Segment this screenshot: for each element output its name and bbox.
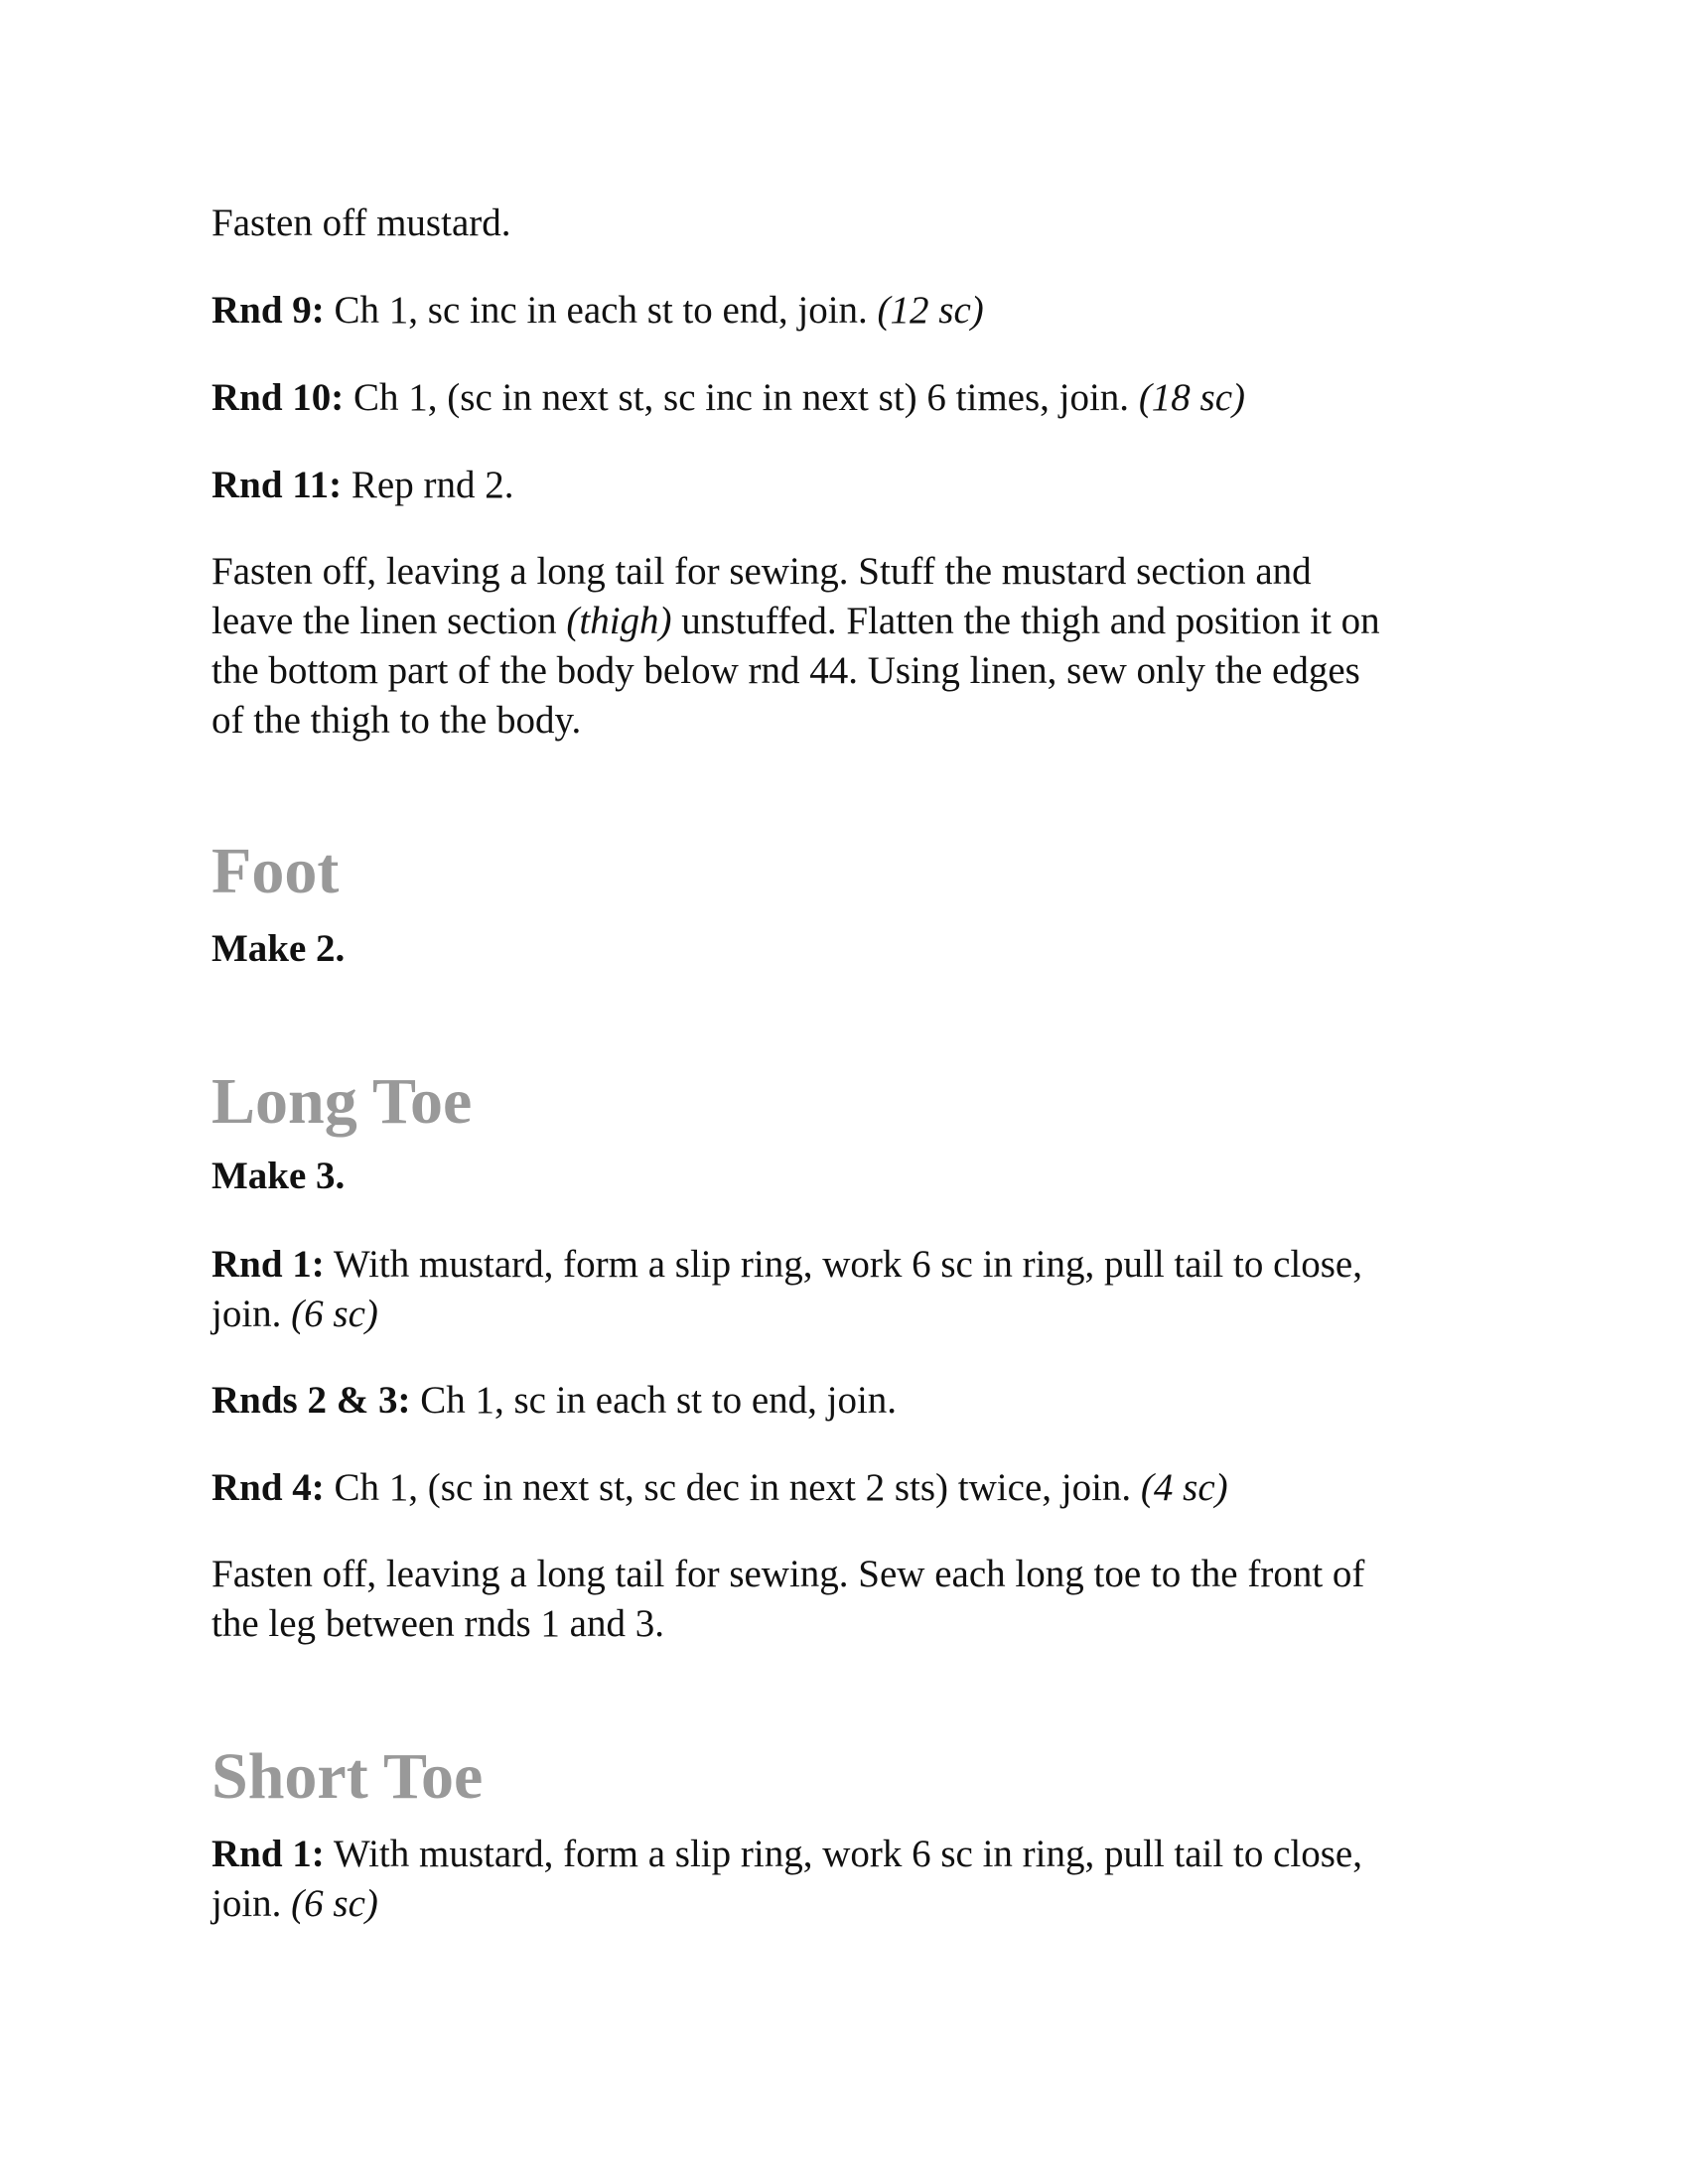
long-toe-rnds-2-3-label: Rnds 2 & 3: xyxy=(211,1379,411,1422)
rnd-10-label: Rnd 10: xyxy=(211,376,345,419)
long-toe-rnd-1-text2: join. xyxy=(211,1293,292,1335)
short-toe-rnd-1-continued xyxy=(211,1879,378,1929)
long-toe-rnd-1-continued xyxy=(211,1290,378,1339)
long-toe-rnd-1-label: Rnd 1: xyxy=(211,1243,325,1286)
fasten-off-mustard-text: Fasten off mustard. xyxy=(211,202,511,244)
rnd-9-instruction xyxy=(211,286,984,336)
foot-make-count: Make 2. xyxy=(211,927,346,970)
thigh-italic: (thigh) xyxy=(566,600,672,642)
rnd-11-label: Rnd 11: xyxy=(211,464,343,506)
short-toe-rnd-1-instruction xyxy=(211,1830,1362,1879)
fasten-thigh-line-2b: unstuffed. Flatten the thigh and position it on xyxy=(671,600,1380,642)
long-toe-fasten-line-1: Fasten off, leaving a long tail for sewing. Sew each long toe to the front of xyxy=(211,1553,1365,1595)
rnd-11-instruction xyxy=(211,461,513,510)
long-toe-rnd-1-instruction xyxy=(211,1240,1362,1290)
long-toe-rnd-4-instruction xyxy=(211,1463,1228,1513)
paragraph-line xyxy=(211,547,1312,597)
fasten-thigh-line-1: Fasten off, leaving a long tail for sewing. Stuff the mustard section and xyxy=(211,550,1312,593)
long-toe-rnd-4-text: Ch 1, (sc in next st, sc dec in next 2 sts) twice, join. xyxy=(324,1466,1141,1509)
long-toe-heading: Long Toe xyxy=(211,1065,473,1138)
fasten-thigh-line-4: of the thigh to the body. xyxy=(211,699,582,742)
short-toe-rnd-1-count: (6 sc) xyxy=(291,1882,378,1925)
long-toe-rnd-1-count: (6 sc) xyxy=(291,1293,378,1335)
long-toe-rnds-2-3-text: Ch 1, sc in each st to end, join. xyxy=(410,1379,898,1422)
foot-heading: Foot xyxy=(211,835,340,907)
long-toe-fasten-line-2: the leg between rnds 1 and 3. xyxy=(211,1602,664,1645)
short-toe-rnd-1-text2: join. xyxy=(211,1882,292,1925)
short-toe-rnd-1-text: With mustard, form a slip ring, work 6 sc in ring, pull tail to close, xyxy=(324,1833,1362,1875)
long-toe-rnd-1-text: With mustard, form a slip ring, work 6 sc in ring, pull tail to close, xyxy=(324,1243,1362,1286)
rnd-10-instruction xyxy=(211,373,1245,423)
rnd-9-count: (12 sc) xyxy=(877,289,984,332)
rnd-10-text: Ch 1, (sc in next st, sc inc in next st) 6 times, join. xyxy=(344,376,1139,419)
short-toe-rnd-1-label: Rnd 1: xyxy=(211,1833,325,1875)
rnd-9-text: Ch 1, sc inc in each st to end, join. xyxy=(324,289,878,332)
long-toe-make-count: Make 3. xyxy=(211,1155,346,1197)
long-toe-rnd-4-count: (4 sc) xyxy=(1140,1466,1228,1509)
rnd-9-label: Rnd 9: xyxy=(211,289,325,332)
rnd-11-text: Rep rnd 2. xyxy=(342,464,514,506)
paragraph-line xyxy=(211,646,1360,696)
fasten-thigh-line-3: the bottom part of the body below rnd 44. Using linen, sew only the edges xyxy=(211,649,1360,692)
rnd-10-count: (18 sc) xyxy=(1138,376,1246,419)
paragraph-line xyxy=(211,1550,1364,1599)
long-toe-rnds-2-3-instruction xyxy=(211,1376,897,1426)
short-toe-heading: Short Toe xyxy=(211,1740,484,1813)
paragraph-line xyxy=(211,1599,664,1649)
paragraph-line xyxy=(211,696,581,746)
fasten-thigh-line-2a: leave the linen section xyxy=(211,600,567,642)
long-toe-rnd-4-label: Rnd 4: xyxy=(211,1466,325,1509)
paragraph-line xyxy=(211,597,1380,646)
fasten-off-mustard xyxy=(211,199,511,248)
